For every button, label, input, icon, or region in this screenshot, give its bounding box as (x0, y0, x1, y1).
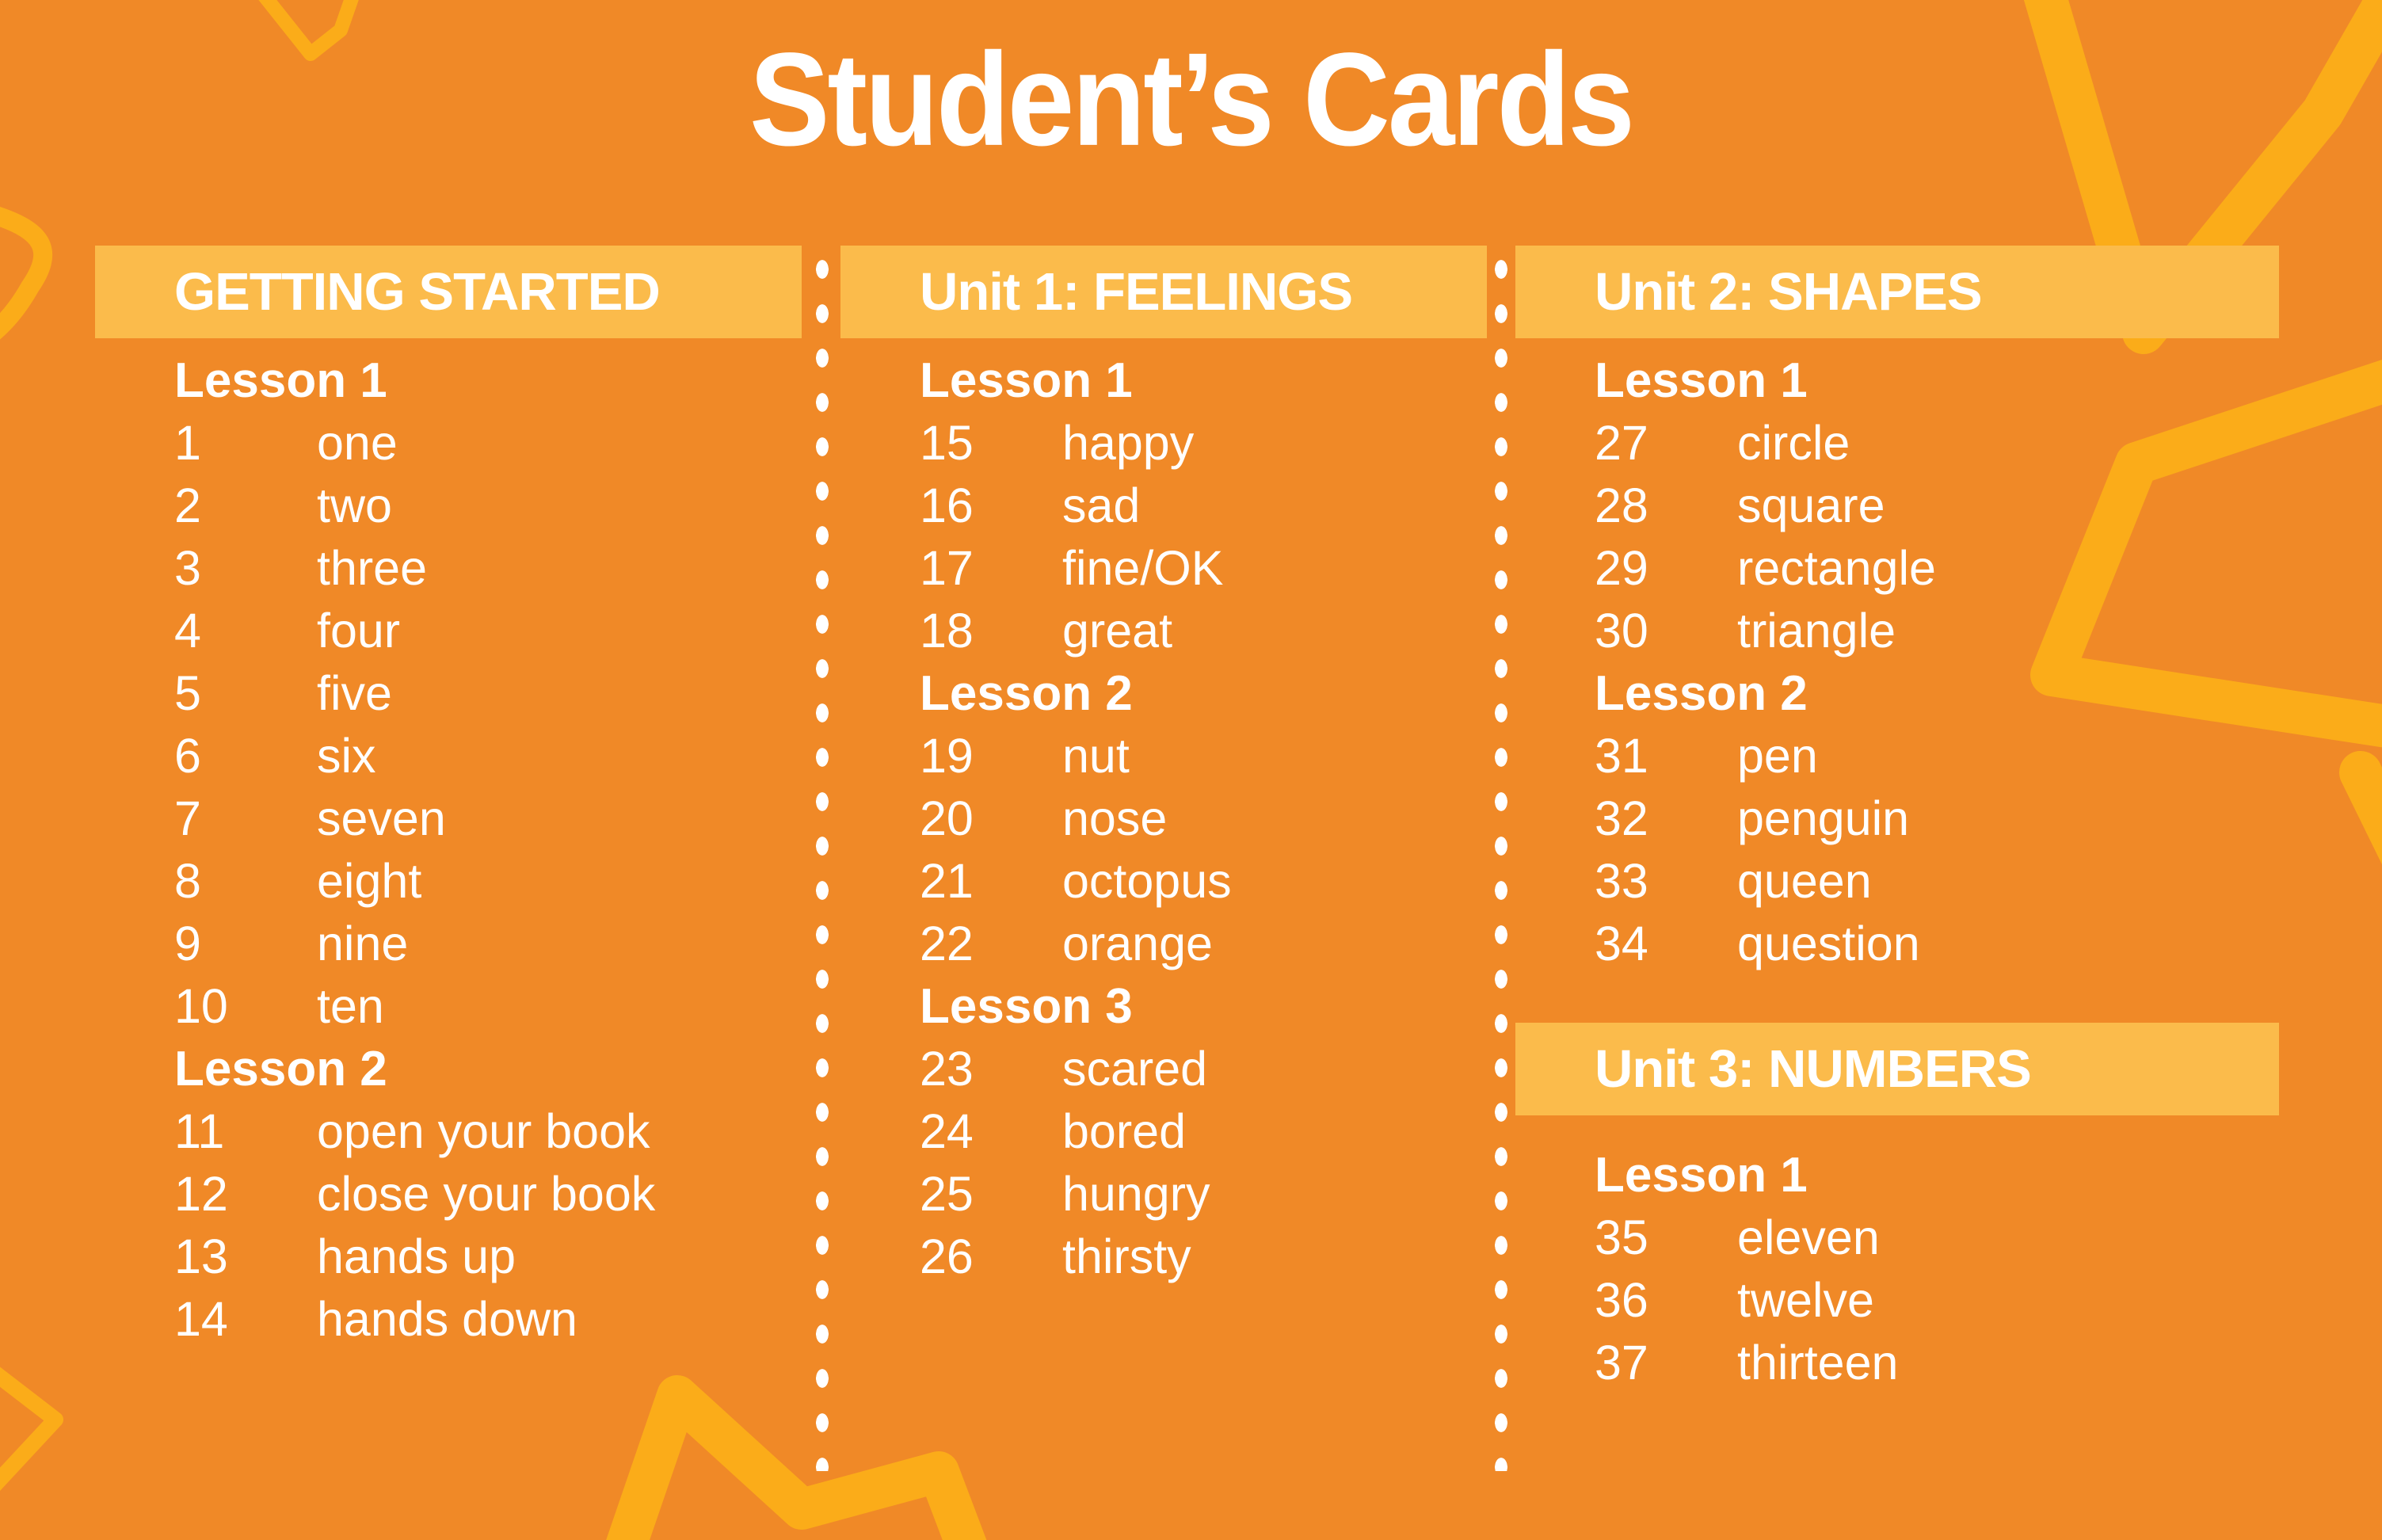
card-word: question (1737, 917, 1920, 970)
dotted-divider (815, 247, 829, 1471)
card-word: five (317, 666, 392, 720)
card-row (920, 913, 1487, 975)
card-word: hungry (1062, 1167, 1210, 1221)
card-row (920, 1100, 1487, 1163)
card-number: 35 (1595, 1210, 1648, 1264)
card-word: four (317, 604, 401, 658)
card-row (1595, 787, 2279, 850)
card-row (174, 1288, 802, 1351)
card-row (174, 662, 802, 725)
card-row (920, 1226, 1487, 1288)
column-unit-2-shapes (1515, 246, 2279, 1394)
card-word: open your book (317, 1104, 650, 1158)
card-number: 7 (174, 791, 201, 845)
card-number: 27 (1595, 416, 1648, 470)
card-number: 8 (174, 854, 201, 908)
column-content (1515, 1115, 2279, 1394)
lesson-label: Lesson 3 (920, 979, 1133, 1034)
card-row (920, 475, 1487, 537)
card-number: 25 (920, 1167, 974, 1221)
card-word: happy (1062, 416, 1195, 470)
card-number: 37 (1595, 1336, 1648, 1389)
card-row (174, 850, 802, 913)
card-row (1595, 600, 2279, 662)
card-row (920, 725, 1487, 787)
card-word: orange (1062, 917, 1213, 970)
lesson-label: Lesson 2 (1595, 666, 1808, 721)
card-row (174, 913, 802, 975)
column-content (1515, 338, 2279, 975)
card-number: 34 (1595, 917, 1648, 970)
card-word: three (317, 541, 428, 595)
unit-header-band (1515, 1023, 2279, 1115)
unit-header-label: Unit 2: SHAPES (1595, 262, 1982, 322)
card-row (174, 475, 802, 537)
card-number: 2 (174, 478, 201, 532)
card-word: eight (317, 854, 422, 908)
card-number: 3 (174, 541, 201, 595)
card-number: 32 (1595, 791, 1648, 845)
card-number: 23 (920, 1042, 974, 1096)
star-outline-bottom-center-icon (610, 1396, 978, 1540)
card-number: 28 (1595, 478, 1648, 532)
page-title: Student’s Cards (749, 25, 1633, 174)
card-row (174, 600, 802, 662)
card-row (1595, 913, 2279, 975)
card-word: thirsty (1062, 1229, 1191, 1283)
lesson-label: Lesson 1 (174, 353, 387, 408)
card-row (1595, 850, 2279, 913)
card-number: 20 (920, 791, 974, 845)
card-row (174, 412, 802, 475)
card-word: square (1737, 478, 1885, 532)
card-word: nut (1062, 729, 1130, 783)
unit-header-band (95, 246, 802, 338)
card-row (920, 537, 1487, 600)
lesson-label: Lesson 1 (1595, 1148, 1808, 1203)
lesson-label: Lesson 1 (1595, 353, 1808, 408)
lesson-label: Lesson 2 (174, 1042, 387, 1096)
card-row (174, 975, 802, 1038)
card-word: twelve (1737, 1273, 1874, 1327)
card-number: 17 (920, 541, 974, 595)
unit-header-label: Unit 3: NUMBERS (1595, 1039, 2031, 1099)
card-word: circle (1737, 416, 1850, 470)
card-row (920, 412, 1487, 475)
card-row (920, 850, 1487, 913)
unit-header-band (1515, 246, 2279, 338)
card-number: 36 (1595, 1273, 1648, 1327)
unit-header-band (840, 246, 1487, 338)
card-word: penguin (1737, 791, 1910, 845)
card-word: ten (317, 979, 384, 1033)
card-word: nine (317, 917, 409, 970)
card-word: one (317, 416, 398, 470)
card-number: 5 (174, 666, 201, 720)
card-row (174, 787, 802, 850)
card-row (1595, 725, 2279, 787)
column-getting-started (95, 246, 802, 1351)
card-word: octopus (1062, 854, 1232, 908)
card-row (920, 1163, 1487, 1226)
card-number: 33 (1595, 854, 1648, 908)
card-number: 31 (1595, 729, 1648, 783)
star-outline-right-lower-icon (2361, 772, 2382, 998)
card-word: seven (317, 791, 446, 845)
card-number: 30 (1595, 604, 1648, 658)
lesson-label: Lesson 2 (920, 666, 1133, 721)
card-row (174, 537, 802, 600)
unit-header-label: GETTING STARTED (174, 262, 660, 322)
card-word: triangle (1737, 604, 1896, 658)
lesson-label: Lesson 1 (920, 353, 1133, 408)
card-number: 14 (174, 1292, 228, 1346)
card-word: rectangle (1737, 541, 1936, 595)
card-word: six (317, 729, 376, 783)
dotted-divider (1494, 247, 1508, 1471)
card-word: scared (1062, 1042, 1208, 1096)
card-row (174, 1163, 802, 1226)
card-word: sad (1062, 478, 1141, 532)
column-content (840, 338, 1487, 1288)
card-number: 29 (1595, 541, 1648, 595)
card-number: 4 (174, 604, 201, 658)
card-row (174, 1226, 802, 1288)
card-row (920, 600, 1487, 662)
card-number: 22 (920, 917, 974, 970)
card-number: 11 (174, 1104, 225, 1158)
card-number: 1 (174, 416, 201, 470)
card-row (920, 787, 1487, 850)
card-word: pen (1737, 729, 1818, 783)
card-number: 19 (920, 729, 974, 783)
card-row (1595, 475, 2279, 537)
card-number: 24 (920, 1104, 974, 1158)
card-word: two (317, 478, 392, 532)
card-number: 6 (174, 729, 201, 783)
card-word: hands down (317, 1292, 577, 1346)
card-word: fine/OK (1062, 541, 1224, 595)
card-number: 21 (920, 854, 974, 908)
card-word: great (1062, 604, 1173, 658)
star-outline-left-middle-icon (0, 212, 43, 355)
card-number: 15 (920, 416, 974, 470)
card-word: queen (1737, 854, 1872, 908)
card-row (174, 1100, 802, 1163)
card-row (1595, 412, 2279, 475)
card-row (1595, 537, 2279, 600)
card-row (1595, 1206, 2279, 1269)
card-word: close your book (317, 1167, 656, 1221)
card-word: eleven (1737, 1210, 1880, 1264)
star-outline-left-bottom-icon (0, 1359, 55, 1509)
column-unit-1-feelings (840, 246, 1487, 1288)
card-row (920, 1038, 1487, 1100)
card-number: 16 (920, 478, 974, 532)
card-number: 10 (174, 979, 228, 1033)
column-content (95, 338, 802, 1351)
card-word: thirteen (1737, 1336, 1899, 1389)
card-number: 26 (920, 1229, 974, 1283)
card-number: 18 (920, 604, 974, 658)
card-word: hands up (317, 1229, 516, 1283)
card-word: nose (1062, 791, 1168, 845)
card-row (1595, 1269, 2279, 1332)
card-word: bored (1062, 1104, 1187, 1158)
card-number: 9 (174, 917, 201, 970)
card-row (1595, 1332, 2279, 1394)
card-number: 13 (174, 1229, 228, 1283)
unit-header-label: Unit 1: FEELINGS (920, 262, 1353, 322)
card-number: 12 (174, 1167, 228, 1221)
card-row (174, 725, 802, 787)
